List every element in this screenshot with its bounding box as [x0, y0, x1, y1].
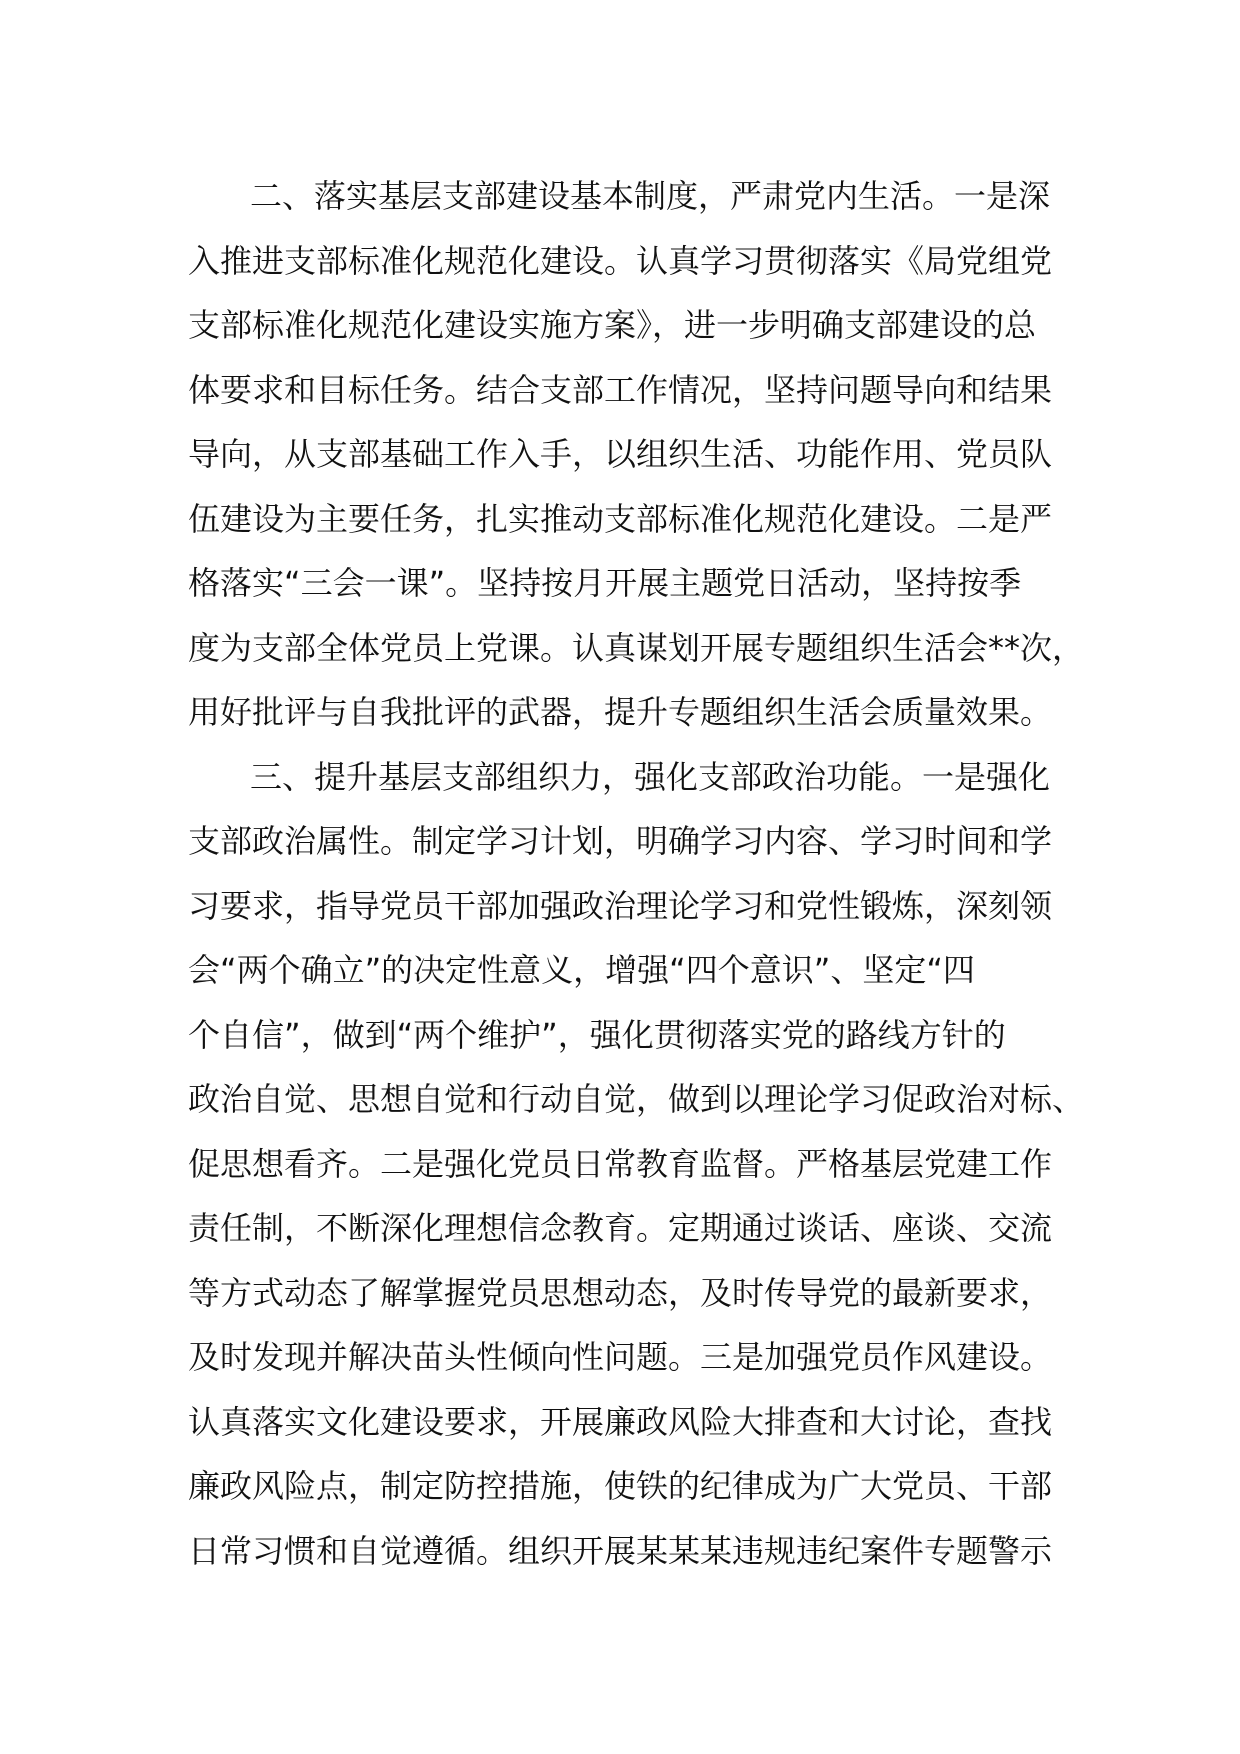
- paragraph-line: 伍建设为主要任务，扎实推动支部标准化规范化建设。二是严: [188, 499, 1053, 538]
- paragraph-line: 廉政风险点，制定防控措施，使铁的纪律成为广大党员、干部: [188, 1467, 1053, 1505]
- paragraph-line: 度为支部全体党员上党课。认真谋划开展专题组织生活会**次，: [188, 628, 1085, 667]
- paragraph-line: 会“两个确立”的决定性意义，增强“四个意识”、坚定“四: [188, 951, 975, 989]
- paragraph-line: 二、落实基层支部建设基本制度，严肃党内生活。一是深: [250, 177, 1051, 215]
- paragraph-line: 导向，从支部基础工作入手，以组织生活、功能作用、党员队: [188, 435, 1053, 473]
- body-text: [188, 164, 1085, 1583]
- paragraph-line: 支部标准化规范化建设实施方案》，进一步明确支部建设的总: [188, 306, 1037, 344]
- paragraph-line: 等方式动态了解掌握党员思想动态，及时传导党的最新要求，: [188, 1273, 1053, 1312]
- paragraph-line: 促思想看齐。二是强化党员日常教育监督。严格基层党建工作: [188, 1144, 1053, 1183]
- paragraph-2: [188, 164, 1085, 745]
- paragraph-line: 政治自觉、思想自觉和行动自觉，做到以理论学习促政治对标、: [188, 1080, 1085, 1118]
- paragraph-line: 责任制，不断深化理想信念教育。定期通过谈话、座谈、交流: [188, 1209, 1053, 1247]
- paragraph-line: 及时发现并解决苗头性倾向性问题。三是加强党员作风建设。: [188, 1338, 1053, 1376]
- paragraph-line: 认真落实文化建设要求，开展廉政风险大排查和大讨论，查找: [188, 1402, 1053, 1441]
- paragraph-line: 用好批评与自我批评的武器，提升专题组织生活会质量效果。: [188, 693, 1053, 731]
- paragraph-line: 日常习惯和自觉遵循。组织开展某某某违规违纪案件专题警示: [188, 1531, 1053, 1570]
- paragraph-line: 习要求，指导党员干部加强政治理论学习和党性锻炼，深刻领: [188, 886, 1053, 925]
- paragraph-line: 体要求和目标任务。结合支部工作情况，坚持问题导向和结果: [188, 370, 1053, 409]
- paragraph-3: [188, 745, 1085, 1584]
- paragraph-line: 个自信”，做到“两个维护”，强化贯彻落实党的路线方针的: [188, 1015, 1006, 1054]
- paragraph-line: 三、提升基层支部组织力，强化支部政治功能。一是强化: [250, 757, 1051, 796]
- paragraph-line: 入推进支部标准化规范化建设。认真学习贯彻落实《局党组党: [188, 241, 1053, 280]
- paragraph-line: 格落实“三会一课”。坚持按月开展主题党日活动，坚持按季: [188, 564, 1022, 602]
- paragraph-line: 支部政治属性。制定学习计划，明确学习内容、学习时间和学: [188, 822, 1053, 860]
